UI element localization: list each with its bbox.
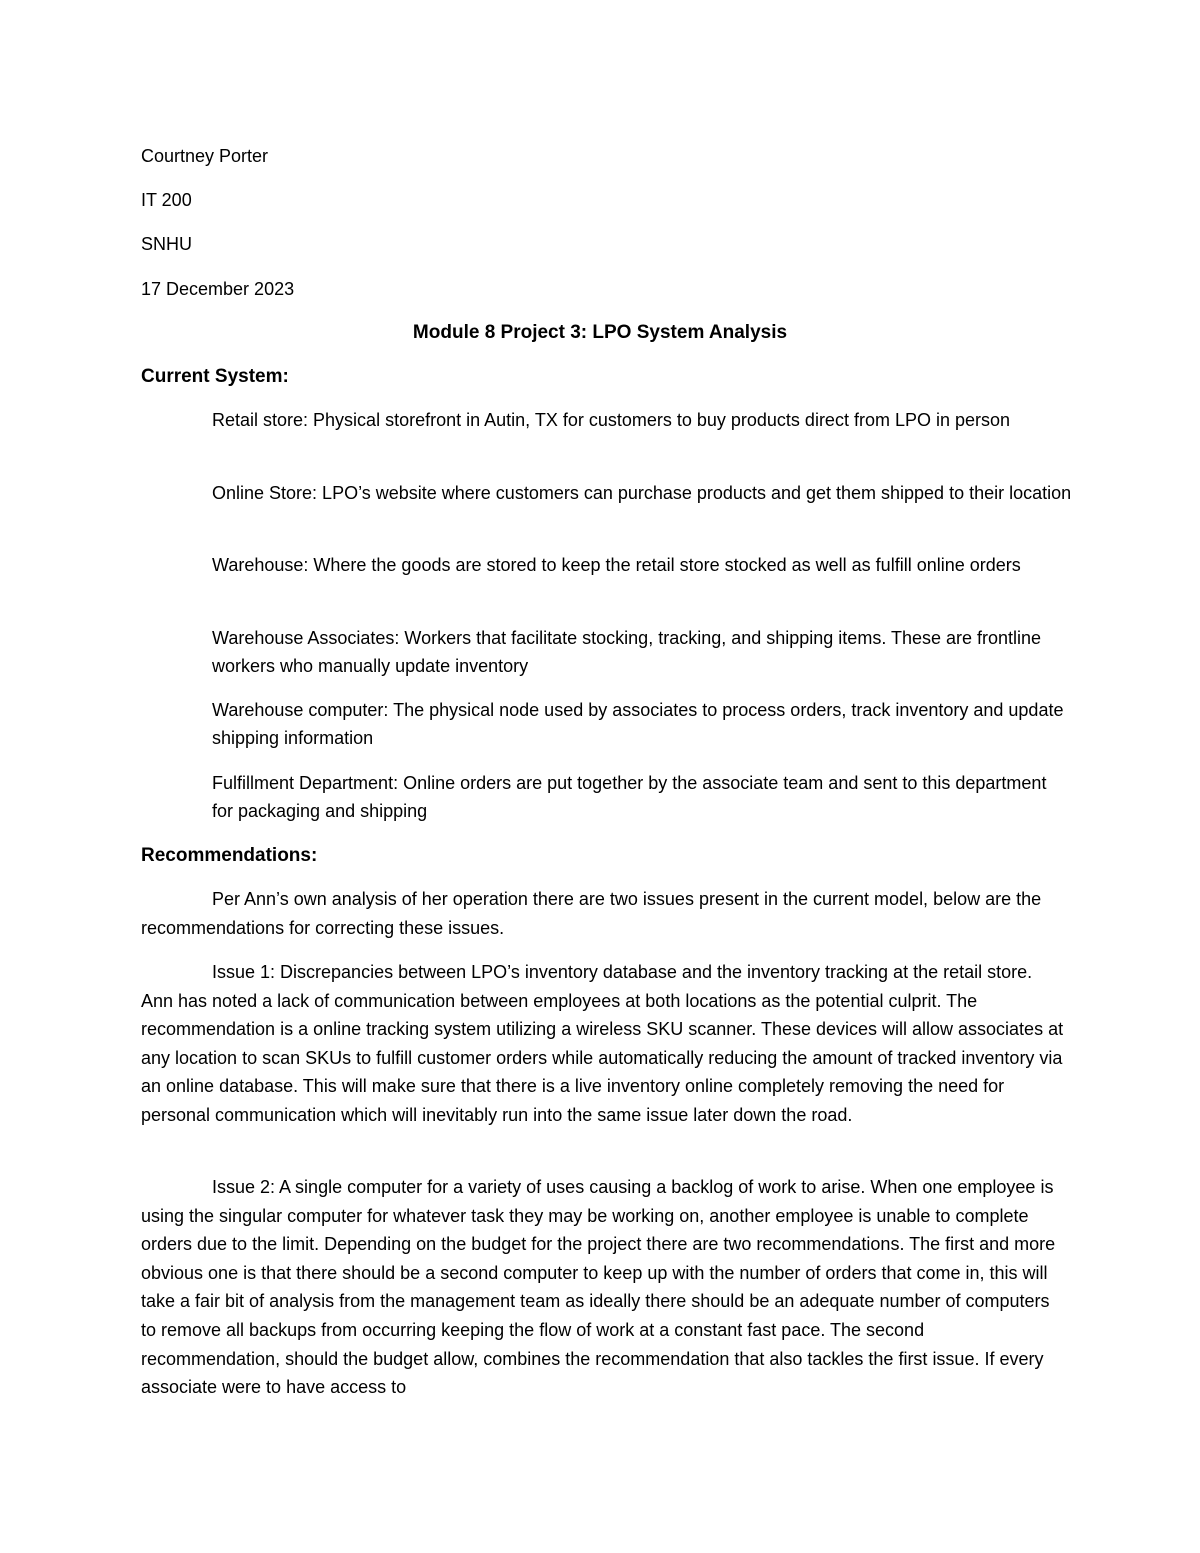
system-item-warehouse-associates: Warehouse Associates: Workers that facilitate stocking, tracking, and shipping items. These are frontline workers who manually update inventory [212, 628, 1042, 676]
system-item-warehouse-computer: Warehouse computer: The physical node used by associates to process orders, track inventory and update shipping information [212, 700, 1064, 748]
current-system-heading: Current System: [141, 366, 289, 387]
school-name: SNHU [141, 234, 193, 254]
system-item-warehouse: Warehouse: Where the goods are stored to keep the retail store stocked as well as fulfill online orders [212, 555, 1021, 575]
document-date: 17 December 2023 [141, 279, 295, 299]
system-item-online-store: Online Store: LPO’s website where customers can purchase products and get them shipped to their location [212, 483, 1072, 503]
document-title: Module 8 Project 3: LPO System Analysis [412, 322, 788, 343]
recommendations-intro: Per Ann’s own analysis of her operation there are two issues present in the current model, below are the recommendations for correcting these issues. [141, 889, 1042, 938]
recommendations-heading: Recommendations: [141, 845, 318, 866]
system-item-fulfillment-department: Fulfillment Department: Online orders are put together by the associate team and sent to this department for packaging and shipping [212, 773, 1047, 821]
issue-2-paragraph: Issue 2: A single computer for a variety of uses causing a backlog of work to arise. When one employee is using the singular computer for whatever task they may be working on, another employee is unable to complete orders due to the limit. Depending on the budget for the project there are two recommendations. The first and more obvious one is that there should be a second computer to keep up with the number of orders that come in, this will take a fair bit of analysis from the management team as ideally there should be an adequate number of computers to remove all backups from occurring keeping the flow of work at a constant fast pace. The second recommendation, should the budget allow, combines the recommendation that also tackles the first issue. If every associate were to have access to [141, 1177, 1056, 1398]
system-item-retail-store: Retail store: Physical storefront in Autin, TX for customers to buy products direct from LPO in person [212, 410, 1011, 430]
course-code: IT 200 [141, 190, 192, 210]
author-name: Courtney Porter [141, 146, 269, 166]
issue-1-paragraph: Issue 1: Discrepancies between LPO’s inventory database and the inventory tracking at the retail store. Ann has noted a lack of communication between employees at both locations as the potential culprit. The recommendation is a online tracking system utilizing a wireless SKU scanner. These devices will allow associates at any location to scan SKUs to fulfill customer orders while automatically reducing the amount of tracked inventory via an online database. This will make sure that there is a live inventory online completely removing the need for personal communication which will inevitably run into the same issue later down the road. [141, 962, 1064, 1125]
